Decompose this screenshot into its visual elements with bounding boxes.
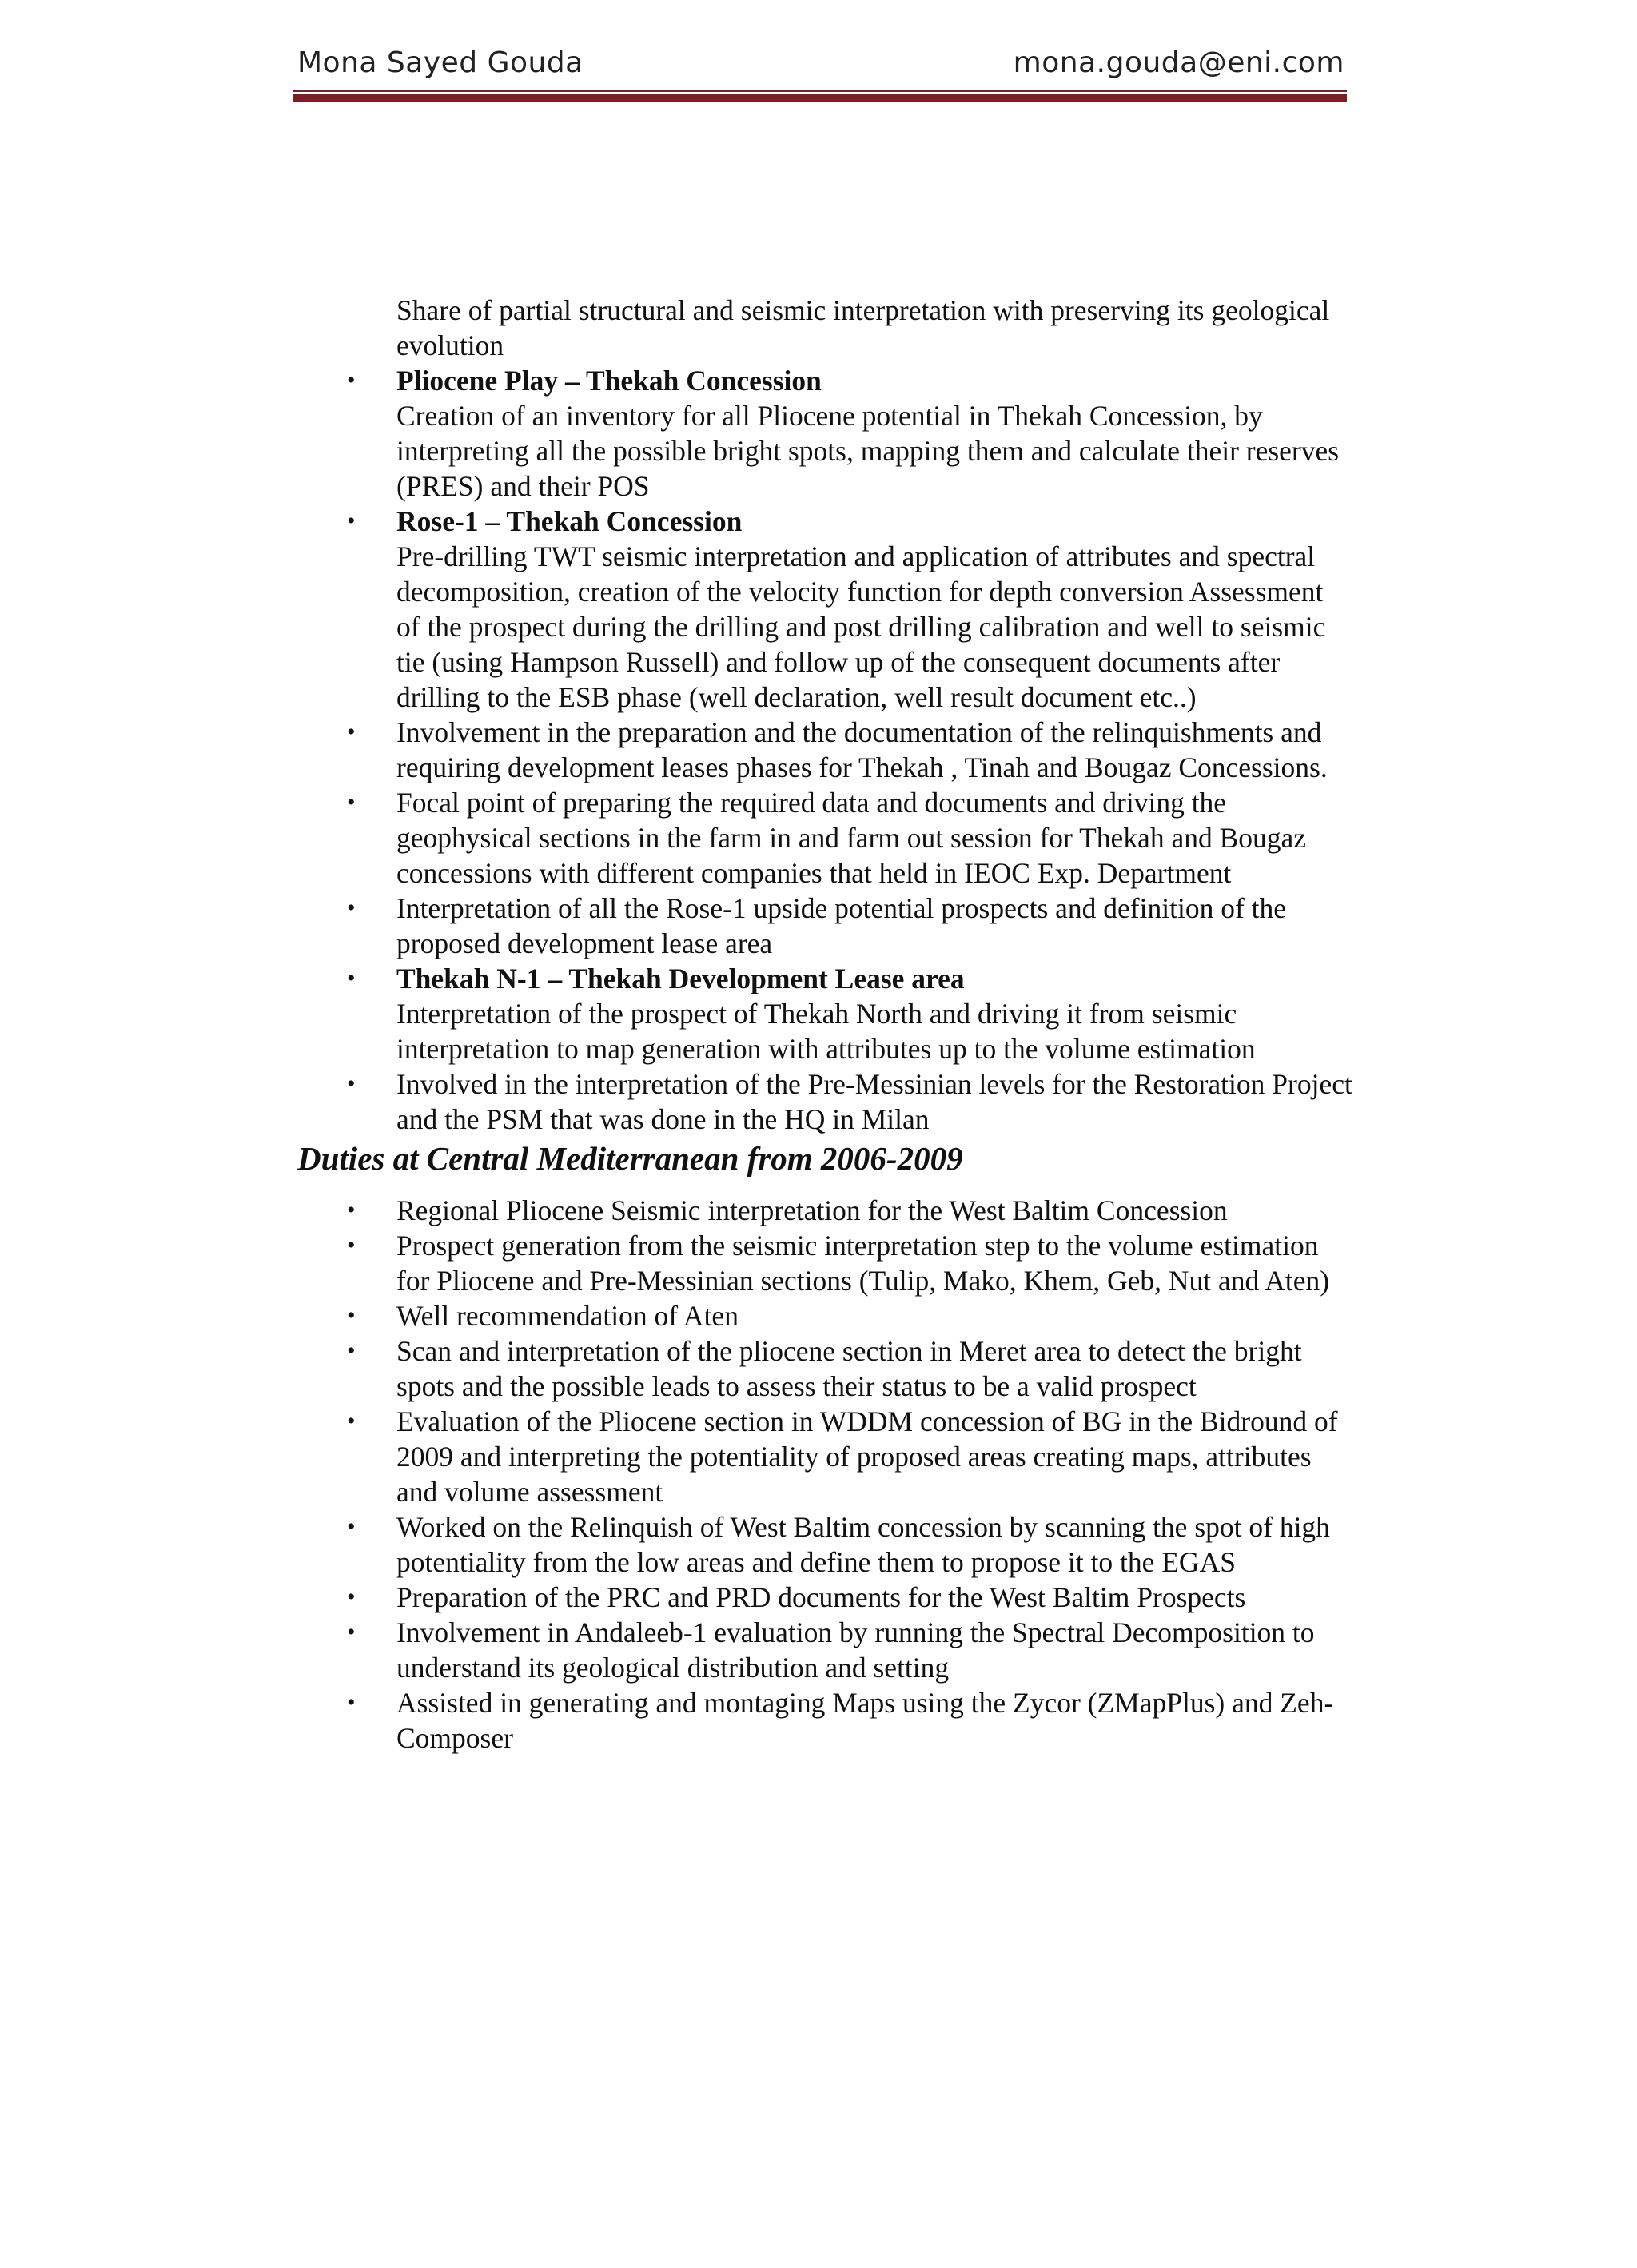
item-text: Focal point of preparing the required data and documents and driving the geophysical sections in the farm in and farm out session for Thekah and Bougaz concessions with different companies that held in IEOC Exp. Department [396,787,1307,889]
list-item [297,1615,1352,1685]
duties-list [297,1193,1352,1756]
bullet-icon: • [347,1070,356,1097]
item-text: Well recommendation of Aten [396,1300,739,1332]
list-item [297,715,1352,785]
bullet-icon: • [347,1619,356,1645]
item-text: Worked on the Relinquish of West Baltim concession by scanning the spot of high potentiality from the low areas and define them to propose it to the EGAS [396,1511,1330,1578]
list-item [297,891,1352,961]
list-item [297,961,1352,1066]
item-text: Involvement in Andaleeb-1 evaluation by running the Spectral Decomposition to understand its geological distribution and setting [396,1616,1315,1684]
bullet-icon: • [347,1337,356,1364]
item-text: Prospect generation from the seismic interpretation step to the volume estimation for Pliocene and Pre-Messinian sections (Tulip, Mako, Khem, Geb, Nut and Aten) [396,1230,1330,1297]
item-text: Creation of an inventory for all Pliocene potential in Thekah Concession, by interpreting all the possible bright spots, mapping them and calculate their reserves (PRES) and their POS [396,400,1340,502]
header-rule-thick [293,94,1347,102]
list-item [297,1298,1352,1333]
header-email: mona.gouda@eni.com [1013,46,1344,79]
intro-paragraph: Share of partial structural and seismic interpretation with preserving its geological evolution [396,294,1330,361]
page-header [297,46,1344,94]
document-body [297,293,1352,1756]
section-heading: Duties at Central Mediterranean from 2006-2009 [297,1140,963,1177]
bullet-icon: • [347,367,356,393]
item-text: Assisted in generating and montaging Maps using the Zycor (ZMapPlus) and Zeh-Composer [396,1687,1334,1754]
header-name: Mona Sayed Gouda [297,46,584,79]
list-item [297,1685,1352,1756]
item-text: Involved in the interpretation of the Pre-Messinian levels for the Restoration Project and the PSM that was done in the HQ in Milan [396,1068,1352,1135]
item-title: Pliocene Play – Thekah Concession [396,365,822,397]
list-item [297,1193,1352,1228]
item-text: Interpretation of the prospect of Thekah North and driving it from seismic interpretation to map generation with attributes up to the volume estimation [396,998,1256,1065]
item-text: Regional Pliocene Seismic interpretation for the West Baltim Concession [396,1194,1228,1226]
bullet-icon: • [347,508,356,534]
item-text: Evaluation of the Pliocene section in WDDM concession of BG in the Bidround of 2009 and interpreting the potentiality of proposed areas creating maps, attributes and volume assessment [396,1405,1338,1508]
list-item [297,1509,1352,1580]
bullet-icon: • [347,1584,356,1610]
bullet-icon: • [347,895,356,921]
bullet-icon: • [347,1232,356,1258]
project-list [297,363,1352,1137]
list-item [297,1580,1352,1615]
item-text: Preparation of the PRC and PRD documents for the West Baltim Prospects [396,1581,1246,1613]
list-item [297,504,1352,715]
list-item [297,1228,1352,1298]
header-rule-thin [293,90,1347,92]
bullet-icon: • [347,1197,356,1223]
item-title: Thekah N-1 – Thekah Development Lease area [396,963,965,994]
list-item [297,363,1352,504]
item-title: Rose-1 – Thekah Concession [396,505,743,537]
bullet-icon: • [347,1302,356,1329]
item-text: Pre-drilling TWT seismic interpretation and application of attributes and spectral decomposition, creation of the velocity function for depth conversion Assessment of the prospect during the drilling and post drilling calibration and well to seismic tie (using Hampson Russell) and follow up of the consequent documents after drilling to the ESB phase (well declaration, well result document etc..) [396,540,1326,713]
bullet-icon: • [347,965,356,991]
bullet-icon: • [347,1408,356,1434]
item-text: Interpretation of all the Rose-1 upside potential prospects and definition of the proposed development lease area [396,892,1287,959]
bullet-icon: • [347,1513,356,1540]
list-item [297,785,1352,891]
list-item [297,1066,1352,1137]
bullet-icon: • [347,719,356,745]
item-text: Involvement in the preparation and the documentation of the relinquishments and requiring development leases phases for Thekah , Tinah and Bougaz Concessions. [396,716,1328,783]
list-item [297,1333,1352,1404]
item-text: Scan and interpretation of the pliocene section in Meret area to detect the bright spots and the possible leads to assess their status to be a valid prospect [396,1335,1302,1402]
bullet-icon: • [347,789,356,815]
bullet-icon: • [347,1689,356,1716]
list-item [297,1404,1352,1509]
